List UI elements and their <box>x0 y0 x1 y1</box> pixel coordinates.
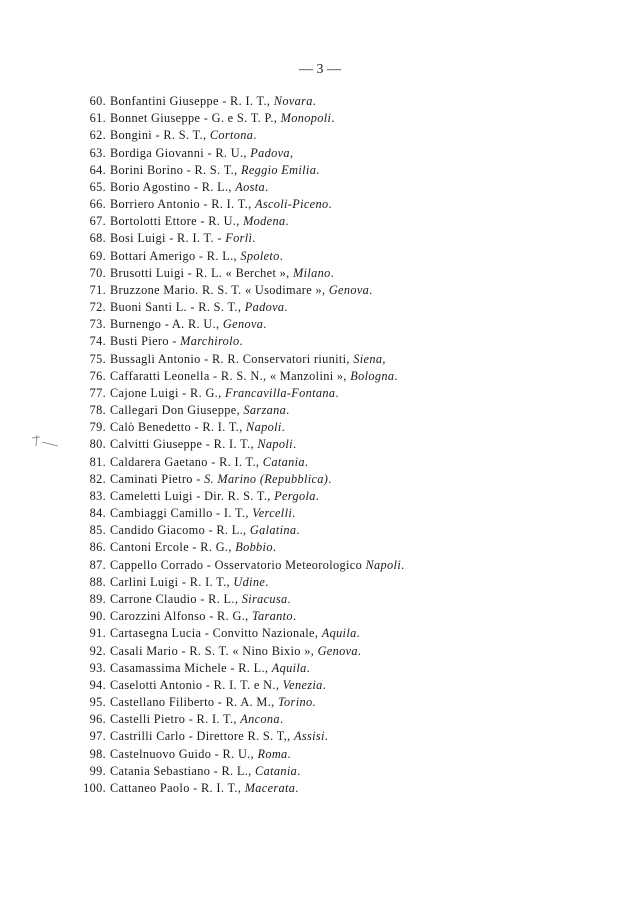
entry-text: Castellano Filiberto - R. A. M., <box>110 695 278 710</box>
entry-number: 60. <box>89 94 106 108</box>
entry-text: Bosi Luigi - R. I. T. - <box>110 231 226 246</box>
entry-number: 81. <box>89 454 106 469</box>
entry-punctuation: . <box>292 506 296 521</box>
entry-place: Taranto <box>251 609 293 624</box>
list-item <box>70 127 550 144</box>
entry-place: Galatina <box>249 523 297 538</box>
entry-punctuation: . <box>335 385 339 400</box>
entry-text: Casali Mario - R. S. T. « Nino Bixio », <box>110 643 318 658</box>
list-item <box>70 608 550 625</box>
entry-text: Cajone Luigi - R. G., <box>110 385 225 400</box>
list-item <box>70 505 550 522</box>
entry-text: Busti Piero - <box>110 334 181 349</box>
list-item <box>70 368 550 385</box>
entry-place: Roma <box>257 746 288 761</box>
entry-punctuation: . <box>356 626 361 641</box>
entry-place: Bobbio <box>235 540 273 555</box>
list-item <box>70 179 550 196</box>
entry-text: Cameletti Luigi - Dir. R. S. T., <box>110 488 275 503</box>
entry-punctuation: . <box>292 609 297 624</box>
list-item <box>70 110 550 127</box>
entry-text: Caminati Pietro - <box>110 471 205 486</box>
entry-place: Marchirolo <box>180 334 240 349</box>
entry-number: 84. <box>89 506 106 521</box>
entry-list <box>70 93 550 797</box>
entry-text: Bonfantini Giuseppe - R. I. T., <box>110 94 274 108</box>
entry-punctuation: . <box>279 712 284 727</box>
page-number: — 3 — <box>299 62 341 77</box>
list-item <box>70 660 550 677</box>
entry-place: Catania <box>262 454 305 469</box>
entry-punctuation: . <box>312 94 317 108</box>
entry-place: Bologna <box>350 368 395 383</box>
entry-number: 68. <box>89 231 106 246</box>
list-item <box>70 230 550 247</box>
entry-punctuation: . <box>315 488 320 503</box>
entry-number: 70. <box>89 265 106 280</box>
list-item <box>70 625 550 642</box>
entry-punctuation: . <box>296 523 300 538</box>
entry-text: Bonnet Giuseppe - G. e S. T. P., <box>110 111 281 126</box>
entry-text: Cartasegna Lucia - Convitto Nazionale, <box>110 626 322 641</box>
entry-number: 82. <box>89 471 106 486</box>
entry-punctuation: . <box>306 660 311 675</box>
list-item <box>70 385 550 402</box>
entry-number: 96. <box>89 712 106 727</box>
entry-number: 64. <box>89 162 106 177</box>
entry-number: 76. <box>89 368 106 383</box>
entry-punctuation: . <box>281 420 286 435</box>
list-item <box>70 333 550 350</box>
list-item <box>70 419 550 436</box>
entry-punctuation: . <box>330 265 335 280</box>
entry-text: Bongini - R. S. T., <box>110 128 210 143</box>
entry-number: 72. <box>89 300 106 315</box>
entry-text: Calò Benedetto - R. I. T., <box>110 420 247 435</box>
entry-place: Forlì <box>225 231 253 246</box>
entry-text: Cappello Corrado - Osservatorio Meteorologico <box>110 557 366 572</box>
entry-text: Candido Giacomo - R. L., <box>110 523 250 538</box>
entry-punctuation: . <box>284 300 288 315</box>
entry-text: Bortolotti Ettore - R. U., <box>110 214 244 229</box>
entry-place: Venezia <box>282 677 323 692</box>
list-item <box>70 522 550 539</box>
entry-text: Bruzzone Mario. R. S. T. « Usodimare », <box>110 282 329 297</box>
entry-place: Ascoli-Piceno <box>254 197 329 212</box>
entry-place: Aquila <box>271 660 307 675</box>
entry-text: Carrone Claudio - R. L., <box>110 591 242 606</box>
entry-number: 94. <box>89 677 106 692</box>
entry-number: 91. <box>89 626 106 641</box>
entry-punctuation: . <box>252 231 256 246</box>
entry-place: Francavilla-Fontana <box>224 385 336 400</box>
entry-number: 77. <box>89 385 106 400</box>
list-item <box>70 213 550 230</box>
list-item <box>70 282 550 299</box>
entry-number: 75. <box>89 351 106 366</box>
entry-number: 90. <box>89 609 106 624</box>
entry-text: Borriero Antonio - R. I. T., <box>110 197 255 212</box>
entry-text: Bussagli Antonio - R. R. Conservatori riuniti, <box>110 351 354 366</box>
entry-punctuation: . <box>324 729 329 744</box>
entry-text: Cattaneo Paolo - R. I. T., <box>110 780 245 795</box>
entry-number: 100. <box>83 780 106 795</box>
entry-place: Aosta <box>235 179 265 194</box>
entry-punctuation: . <box>292 437 297 452</box>
entry-text: Castelli Pietro - R. I. T., <box>110 712 241 727</box>
entry-place: Spoleto <box>240 248 280 263</box>
entry-punctuation: . <box>328 471 332 486</box>
pencil-mark-icon <box>30 432 70 452</box>
entry-number: 71. <box>89 282 106 297</box>
entry-punctuation: . <box>265 574 269 589</box>
entry-number: 87. <box>89 557 106 572</box>
entry-place: Novara <box>273 94 313 108</box>
entry-text: Borio Agostino - R. L., <box>110 179 236 194</box>
entry-punctuation: . <box>286 403 290 418</box>
list-item <box>70 643 550 660</box>
list-item <box>70 677 550 694</box>
list-item <box>70 574 550 591</box>
entry-place: Sarzana <box>243 403 287 418</box>
entry-number: 65. <box>89 179 106 194</box>
entry-punctuation: , <box>289 145 294 160</box>
entry-punctuation: . <box>357 643 362 658</box>
list-item <box>70 351 550 368</box>
entry-number: 99. <box>89 763 106 778</box>
entry-punctuation: . <box>331 111 335 126</box>
list-item <box>70 145 550 162</box>
list-item <box>70 711 550 728</box>
entry-text: Carlini Luigi - R. I. T., <box>110 574 234 589</box>
entry-text: Cantoni Ercole - R. G., <box>110 540 236 555</box>
entry-text: Bottari Amerigo - R. L., <box>110 248 241 263</box>
list-item <box>70 93 550 110</box>
entry-number: 61. <box>89 111 106 126</box>
entry-number: 69. <box>89 248 106 263</box>
entry-text: Buoni Santi L. - R. S. T., <box>110 300 245 315</box>
entry-punctuation: . <box>253 128 257 143</box>
list-item <box>70 539 550 556</box>
entry-place: Aquila <box>321 626 357 641</box>
entry-place: Modena <box>243 214 286 229</box>
entry-place: Reggio Emilia <box>240 162 317 177</box>
entry-place: Napoli <box>365 557 402 572</box>
entry-punctuation: . <box>239 334 243 349</box>
entry-number: 92. <box>89 643 106 658</box>
entry-punctuation: . <box>285 214 289 229</box>
entry-place: Padova <box>244 300 285 315</box>
entry-number: 89. <box>89 591 106 606</box>
entry-number: 95. <box>89 695 106 710</box>
list-item <box>70 162 550 179</box>
entry-text: Calvitti Giuseppe - R. I. T., <box>110 437 258 452</box>
entry-text: Carozzini Alfonso - R. G., <box>110 609 252 624</box>
list-item <box>70 780 550 797</box>
list-item <box>70 591 550 608</box>
entry-text: Callegari Don Giuseppe, <box>110 403 244 418</box>
entry-place: Catania <box>255 763 298 778</box>
entry-punctuation: . <box>304 454 309 469</box>
entry-punctuation: . <box>287 591 291 606</box>
list-item <box>70 763 550 780</box>
entry-place: Genova <box>317 643 358 658</box>
list-item <box>70 728 550 745</box>
entry-place: Cortona <box>209 128 254 143</box>
entry-number: 98. <box>89 746 106 761</box>
entry-place: Siracusa <box>241 591 288 606</box>
entry-place: S. Marino (Repubblica) <box>204 471 329 486</box>
entry-text: Casamassima Michele - R. L., <box>110 660 272 675</box>
entry-number: 62. <box>89 128 106 143</box>
entry-number: 80. <box>89 437 106 452</box>
entry-place: Napoli <box>246 420 282 435</box>
entry-text: Castelnuovo Guido - R. U., <box>110 746 258 761</box>
entry-text: Caffaratti Leonella - R. S. N., « Manzolini », <box>110 368 351 383</box>
list-item <box>70 196 550 213</box>
entry-punctuation: . <box>369 282 373 297</box>
list-item <box>70 402 550 419</box>
entry-number: 85. <box>89 523 106 538</box>
entry-text: Brusotti Luigi - R. L. « Berchet », <box>110 265 294 280</box>
entry-text: Catania Sebastiano - R. L., <box>110 763 256 778</box>
entry-number: 79. <box>89 420 106 435</box>
entry-place: Torino <box>278 695 313 710</box>
entry-text: Caselotti Antonio - R. I. T. e N., <box>110 677 283 692</box>
entry-number: 97. <box>89 729 106 744</box>
entry-punctuation: . <box>322 677 327 692</box>
entry-place: Genova <box>328 282 370 297</box>
entry-text: Burnengo - A. R. U., <box>110 317 223 332</box>
list-item <box>70 248 550 265</box>
list-item <box>70 316 550 333</box>
entry-place: Udine <box>233 574 266 589</box>
entry-punctuation: . <box>263 317 267 332</box>
entry-place: Pergola <box>274 488 316 503</box>
entry-number: 86. <box>89 540 106 555</box>
entry-punctuation: . <box>272 540 277 555</box>
entry-punctuation: . <box>312 695 316 710</box>
entry-place: Macerata <box>244 780 296 795</box>
entry-number: 78. <box>89 403 106 418</box>
entry-number: 88. <box>89 574 106 589</box>
list-item <box>70 436 550 453</box>
entry-punctuation: . <box>287 746 291 761</box>
list-item <box>70 488 550 505</box>
entry-punctuation: . <box>401 557 405 572</box>
entry-place: Genova <box>222 317 264 332</box>
entry-text: Cambiaggi Camillo - I. T., <box>110 506 253 521</box>
list-item <box>70 454 550 471</box>
entry-punctuation: . <box>279 248 284 263</box>
list-item <box>70 557 550 574</box>
entry-number: 74. <box>89 334 106 349</box>
entry-number: 66. <box>89 197 106 212</box>
entry-punctuation: . <box>297 763 301 778</box>
entry-place: Milano <box>293 265 331 280</box>
list-item <box>70 746 550 763</box>
entry-place: Padova <box>250 145 290 160</box>
entry-place: Ancona <box>240 712 280 727</box>
list-item <box>70 265 550 282</box>
entry-place: Monopoli <box>280 111 332 126</box>
list-item <box>70 471 550 488</box>
entry-number: 93. <box>89 660 106 675</box>
entry-place: Napoli <box>257 437 293 452</box>
entry-number: 63. <box>89 145 106 160</box>
entry-punctuation: . <box>316 162 320 177</box>
entry-number: 67. <box>89 214 106 229</box>
entry-text: Bordiga Giovanni - R. U., <box>110 145 251 160</box>
entry-punctuation: . <box>295 780 299 795</box>
list-item <box>70 694 550 711</box>
entry-number: 83. <box>89 488 106 503</box>
entry-punctuation: . <box>328 197 332 212</box>
list-item <box>70 299 550 316</box>
entry-punctuation: , <box>382 351 386 366</box>
entry-punctuation: . <box>265 179 269 194</box>
entry-text: Castrilli Carlo - Direttore R. S. T,, <box>110 729 294 744</box>
entry-text: Borini Borino - R. S. T., <box>110 162 241 177</box>
entry-place: Vercelli <box>252 506 293 521</box>
entry-number: 73. <box>89 317 106 332</box>
entry-place: Assisi <box>293 729 325 744</box>
entry-punctuation: . <box>394 368 398 383</box>
entry-text: Caldarera Gaetano - R. I. T., <box>110 454 263 469</box>
entry-place: Siena <box>353 351 383 366</box>
